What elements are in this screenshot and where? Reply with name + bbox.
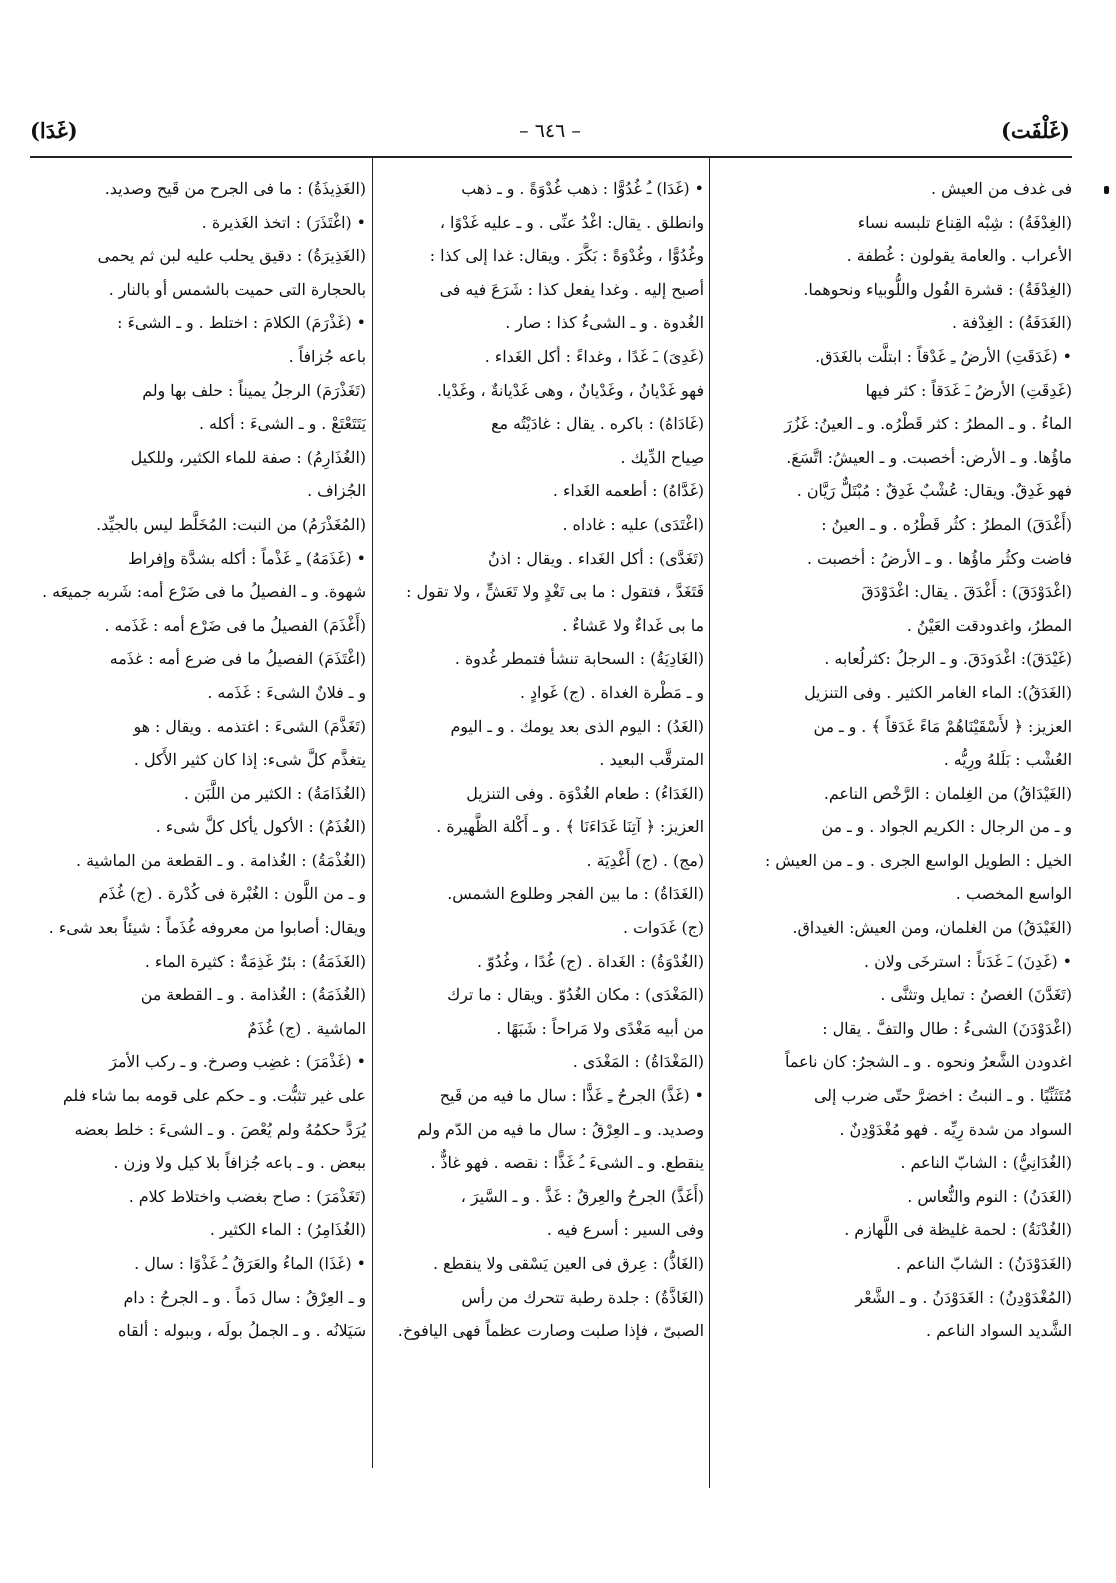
entry-line: (الغَدَاءُ) : طعام الغُدْوَة . وفى التنزيل: [466, 783, 704, 803]
entry-line: و ـ مَطْرة الغداة . (ج) غَوادٍ .: [519, 682, 704, 702]
entry-line: أصبح إليه . وغدا يفعل كذا : شَرَعَ فيه فى: [439, 279, 704, 299]
entry-line: • (غَذْرَمَ) الكلامَ : اختلط . و ـ الشىءَ :: [117, 313, 366, 333]
entry-line: ويقال: أصابوا من معروفه غُذَماً : شيئاً بعد شىء .: [48, 918, 366, 938]
entry-line: العُشْب : بَلَلهُ ورِيُّه .: [943, 750, 1072, 770]
column-left: [30, 172, 366, 1472]
entry-line: (تَغَدَّنَ) الغصنُ : تمايل وتثنَّى .: [880, 985, 1072, 1005]
entry-line: على غير تثبُّت. و ـ حكم على قومه بما شاء فلم: [62, 1086, 366, 1106]
entry-line: (الغُذْمَةُ) : الغُذامة . و ـ القطعة من الماشية .: [76, 850, 366, 870]
entry-line: وانطلق . يقال: اغْدُ عنِّى . و ـ عليه غَدْوًا ،: [439, 212, 704, 232]
entry-line: فهو غَدْيانُ ، وغَدْيانٌ ، وهى غَدْيانةٌ ، وغَدْيا.: [437, 380, 704, 400]
entry-line: العزيز: ﴿ لأَسْقَيْنَاهُمْ مَاءً غَدَقاً ﴾ . و ـ من: [813, 716, 1072, 736]
entry-line: • (غَدَا) ـُ غُدُوًّا : ذهب غُدْوَةً . و ـ ذهب: [461, 179, 704, 198]
entry-line: (الغَدَفَةُ) : الغِدْفة .: [951, 313, 1072, 333]
entry-line: (الغَدَاةُ) : ما بين الفجر وطلوع الشمس.: [447, 884, 704, 904]
entry-line: و ـ من الرجال : الكريم الجواد . و ـ من: [821, 817, 1072, 837]
entry-line: فَتَغَدَّ ، فتقول : ما بى تَغْدٍ ولا تَعَشٍّ ، ولا تقول :: [406, 582, 704, 602]
header-rule: [30, 156, 1072, 158]
entry-line: (اغْدَوْدَنَ) الشىءُ : طال والتفَّ . يقال :: [822, 1018, 1072, 1038]
entry-line: الخيل : الطويل الواسع الجرى . و ـ من العيش :: [764, 850, 1072, 870]
entry-line: (الغِدْفَةُ) : قشرة الفُول واللُّوبياء ونحوهما.: [803, 279, 1072, 299]
entry-line: الواسع المخصب .: [955, 884, 1072, 904]
entry-line: ببعض . و ـ باعه جُزافاً بلا كيل ولا وزن .: [113, 1153, 366, 1173]
entry-line: وفى السير : أسرع فيه .: [546, 1220, 704, 1240]
page-header: [30, 118, 1070, 154]
entry-line: (أَغْدَقَ) المطرُ : كثُر قَطْرُه . و ـ العينُ :: [821, 514, 1072, 534]
entry-line: (أَغَذَّ) الجرحُ والعِرقُ : غَذَّ . و ـ السَّيرَ ،: [460, 1186, 704, 1206]
entry-line: (الغَاذَّةُ) : جلدة رطبة تتحرك من رأس: [461, 1287, 704, 1307]
entry-line: و ـ من اللَّون : الغُبْرة فى كُدْرة . (ج) غُذَم: [98, 884, 366, 904]
entry-line: (الغَدَنُ) : النوم والنُّعاس .: [907, 1186, 1072, 1206]
page-number: – ٦٤٦ –: [519, 120, 581, 142]
entry-line: الأعراب . والعامة يقولون : غُطفة .: [846, 246, 1072, 266]
column-divider: [372, 158, 373, 1468]
entry-line: (اغْدَوْدَقَ) : أَغْدَقَ . يقال: اغْدَوْدَقَ: [861, 582, 1072, 602]
header-root-left: (غَدَا): [30, 118, 78, 143]
entry-line: مُتَثَنِّيًا . و ـ النبتُ : اخضرَّ حتّى ضرب إلى: [813, 1086, 1072, 1106]
entry-line: (غَدِىَ) ـَ غَدًا ، وغداءً : أكل الغَداء .: [484, 346, 704, 366]
entry-line: (غَيْدَقَ): اغْدَودَقَ. و ـ الرجلُ :كثرلُعابه .: [824, 649, 1072, 669]
entry-line: (مج) . (ج) أَغْدِيَة .: [586, 850, 704, 870]
entry-line: (الغُدَانِيُّ) : الشابّ الناعم .: [900, 1153, 1072, 1173]
entry-line: المترقَّب البعيد .: [599, 750, 704, 770]
entry-line: (غَدَّاهُ) : أطعمه الغَداء .: [552, 481, 704, 501]
entry-line: (الغُذَمُ) : الأكول يأكل كلَّ شىء .: [155, 817, 366, 837]
entry-line: اغدودن الشَّعرُ ونحوه . و ـ الشجرُ: كان ناعماً: [785, 1052, 1072, 1072]
entry-line: (الغَيْدَاقُ) من الغِلمان : الرَّخْص الناعم.: [823, 783, 1072, 803]
entry-line: (غَدِقَتِ) الأرضُ ـَ غَدَقاً : كثر فيها: [865, 380, 1072, 400]
entry-line: (الغَيْدَقُ) من الغلمان، ومن العيش: الغيداق.: [792, 918, 1072, 938]
entry-line: و ـ فلانٌ الشىءَ : غَذَمه .: [207, 682, 366, 702]
entry-line: وغُدُوًّا ، وغُدْوَةً : بَكَّرَ . ويقال: غدا إلى كذا :: [429, 246, 704, 266]
entry-line: يَتَتَعْتَعْ . و ـ الشىءَ : أكله .: [199, 414, 366, 434]
entry-line: فى غدف من العيش .: [931, 179, 1072, 198]
entry-line: (الغَدَوْدَنُ) : الشابّ الناعم .: [896, 1254, 1072, 1273]
entry-line: (الغَدُ) : اليوم الذى بعد يومك . و ـ اليوم: [450, 716, 704, 736]
entry-line: • (غَذَّ) الجرحُ ـِ غَذًّا : سال ما فيه من قَيح: [439, 1086, 704, 1106]
entry-line: • (اغْتَذَرَ) : اتخذ الغَذيرة .: [201, 212, 366, 232]
entry-line: ما بى غَداءٌ ولا عَشاءٌ .: [562, 615, 704, 635]
entry-line: (الغُذَمَةُ) : الغُذامة . و ـ القطعة من: [140, 985, 366, 1005]
entry-line: (الغُذَارِمُ) : صفة للماء الكثير، وللكيل: [130, 447, 366, 467]
entry-line: وصديد. و ـ العِرْقُ : سال ما فيه من الدّم ولم: [417, 1119, 704, 1139]
entry-line: (الغَذِيذَةُ) : ما فى الجرح من قَيح وصديد.: [104, 179, 366, 198]
entry-line: فاضت وكثُر ماؤُها . و ـ الأرضُ : أخصبت .: [806, 548, 1072, 568]
entry-line: الغُدوة . و ـ الشىءُ كذا : صار .: [505, 313, 704, 333]
entry-line: الماءُ . و ـ المطرُ : كثر قَطْرُه. و ـ العينُ: غَزُرَ: [784, 414, 1072, 434]
entry-line: (الغَذِيرَةُ) : دقيق يحلب عليه لبن ثم يحمى: [97, 246, 366, 266]
entry-line: المطرُ، واغدودقت العَيْنُ .: [906, 615, 1072, 635]
entry-line: ينقطع. و ـ الشىءَ ـُ غَذًّا : نقصه . فهو غاذٌّ .: [430, 1153, 704, 1173]
entry-line: (أَغْذَمَ) الفصيلُ ما فى ضَرْع أمه : غَذَمه .: [104, 615, 366, 635]
entry-line: • (غَذْمَرَ) : غضِب وصرخ. و ـ ركب الأمرَ: [109, 1052, 366, 1072]
header-root-right: (غَلْفَت): [1000, 118, 1070, 143]
entry-line: شهوة. و ـ الفصيلُ ما فى ضَرْع أمه: شَربه جميعَه .: [42, 582, 366, 602]
entry-line: الصبىّ ، فإذا صلبت وصارت عظماً فهى اليافوخ.: [397, 1321, 704, 1341]
entry-line: (الغُدْوَةُ) : الغَداة . (ج) غُدًا ، وغُدُوّ .: [476, 951, 704, 971]
entry-line: • (غَدِنَ) ـَ غَدَناً : استرخَى ولان .: [864, 951, 1072, 971]
entry-line: سَيَلانُه . و ـ الجملُ بولَه ، وببوله : ألقاه: [117, 1321, 366, 1341]
entry-line: (اغْتَدَى) عليه : غاداه .: [562, 514, 704, 534]
entry-line: (تَغَذْرَمَ) الرجلُ يميناً : حلف بها ولم: [142, 380, 366, 400]
entry-line: (الغَذَمَةُ) : بئرٌ غَذِمَةٌ : كثيرة الماء .: [144, 951, 366, 971]
entry-line: (الغَادِيَةُ) : السحابة تنشأ فتمطر غُدوة .: [454, 649, 704, 669]
entry-line: • (غَدَقَتِ) الأرضُ ـِ غَدْقاً : ابتلَّت بالغَدَق.: [815, 346, 1072, 366]
entry-line: من أبيه مَغْدًى ولا مَراحاً : شَبَهًا .: [496, 1018, 704, 1038]
entry-line: (ج) غَدَوات .: [622, 918, 704, 938]
entry-line: (الغُدْنَةُ) : لحمة غليظة فى اللَّهازم .: [844, 1220, 1072, 1240]
column-middle: [378, 172, 704, 1472]
entry-line: (غَادَاهُ) : باكره . يقال : غادَيْتُه مع: [491, 414, 704, 434]
entry-line: السواد من شدة رِيِّه . فهو مُغْدَوْدِنٌ .: [839, 1119, 1072, 1139]
entry-line: الشَّديد السواد الناعم .: [926, 1321, 1072, 1341]
entry-line: العزيز: ﴿ آتِنَا غَدَاءَنَا ﴾ . و ـ أَكْلة الظَّهيرة .: [436, 817, 704, 837]
entry-line: (الغَدَقُ): الماء الغامر الكثير . وفى التنزيل: [804, 682, 1072, 702]
entry-line: و ـ العِرْقُ : سال دَماً . و ـ الجرحُ : دام: [123, 1287, 366, 1307]
entry-line: (المَغْدَاةُ) : المَغْدَى .: [572, 1052, 704, 1072]
entry-line: (الغِدْفَةُ) : شِبْه القِناع تلبسه نساء: [857, 212, 1072, 232]
entry-line: (المُغَذْرَمُ) من النبت: المُخَلَّط ليس بالجيِّد.: [96, 514, 366, 534]
entry-line: (المُغْدَوْدِنُ) : الغَدَوْدَنُ . و ـ الشَّعْر: [855, 1287, 1072, 1307]
entry-line: بالحجارة التى حميت بالشمس أو بالنار .: [108, 279, 366, 299]
entry-line: (المَغْدَى) : مكان الغُدُوّ . ويقال : ما ترك: [447, 985, 704, 1005]
entry-line: (اغْتَذَمَ) الفصيلُ ما فى ضرع أمه : غذَمه: [109, 649, 366, 669]
column-right: [716, 172, 1072, 1472]
column-divider: [709, 158, 710, 1488]
margin-mark: [1104, 186, 1109, 194]
entry-line: • (غَذَا) الماءُ والعَرَقُ ـُ غَذْوًا : سال .: [134, 1254, 366, 1273]
entry-line: (الغُذَامِرُ) : الماء الكثير .: [209, 1220, 366, 1240]
entry-line: باعه جُزافاً .: [288, 346, 366, 366]
entry-line: صِياح الدِّيك .: [620, 447, 704, 467]
entry-line: (تَغَدَّى) : أكل الغَداء . ويقال : اذنُ: [488, 548, 704, 568]
entry-line: يُرَدَّ حكمُهُ ولم يُعْصَ . و ـ الشىءَ : خلط بعضه: [74, 1119, 366, 1139]
entry-line: • (غَذَمَهُ) ـِ غَذْماً : أكله بشدَّة وإفراط: [127, 548, 366, 568]
entry-line: الماشية . (ج) غُذَمٌ: [247, 1018, 366, 1038]
entry-line: ماؤُها. و ـ الأرض: أخصبت. و ـ العيشُ: اتَّسَعَ.: [786, 447, 1072, 467]
entry-line: (الغَاذُّ) : عِرق فى العين يَسْقى ولا ينقطع .: [432, 1254, 704, 1273]
entry-line: (الغُذَامَةُ) : الكثير من اللَّبَن .: [183, 783, 366, 803]
entry-line: يتغذَّم كلَّ شىء: إذا كان كثير الأَكل .: [133, 750, 366, 770]
entry-line: فهو غَدِقٌ. ويقال: عُشْبٌ غَدِقٌ : مُبْتَلٌّ رَيَّان .: [796, 481, 1072, 501]
entry-line: (تَغَذْمَرَ) : صاح بغضب واختلاط كلام .: [128, 1186, 366, 1206]
entry-line: الجُزاف .: [307, 481, 366, 501]
entry-line: (تَغَذَّمَ) الشىءَ : اغتذمه . ويقال : هو: [133, 716, 366, 736]
